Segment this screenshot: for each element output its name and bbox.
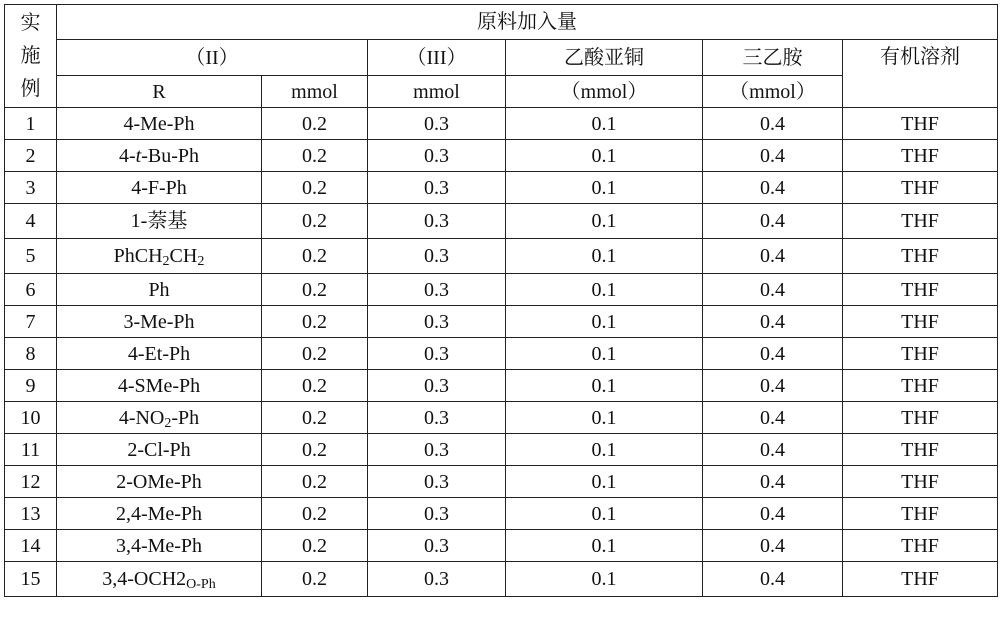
table-row — [5, 370, 998, 402]
substituent-r — [57, 562, 262, 597]
amount-iii: 0.3 — [368, 239, 506, 274]
solvent-name: THF — [843, 434, 998, 466]
header-example-char: 施 — [20, 44, 41, 67]
amount-ii: 0.2 — [262, 108, 368, 140]
substituent-r-part: 2-Cl-Ph — [127, 438, 191, 461]
amount-iii: 0.3 — [368, 530, 506, 562]
amount-ii: 0.2 — [262, 338, 368, 370]
substituent-r-part: 4-Et-Ph — [127, 342, 191, 365]
amount-triethylamine: 0.4 — [703, 172, 843, 204]
substituent-r — [57, 108, 262, 140]
header-example-char: 例 — [20, 77, 41, 100]
substituent-r-part: 3-Me-Ph — [123, 310, 195, 333]
amount-triethylamine: 0.4 — [703, 239, 843, 274]
amount-iii: 0.3 — [368, 140, 506, 172]
substituent-r — [57, 274, 262, 306]
substituent-r-part: 4-Me-Ph — [123, 112, 195, 135]
header-iii-mmol: mmol — [368, 76, 506, 108]
amount-ii: 0.2 — [262, 498, 368, 530]
amount-copper-acetate: 0.1 — [506, 402, 703, 434]
solvent-name: THF — [843, 562, 998, 597]
substituent-r-part: 4-F-Ph — [131, 176, 187, 199]
substituent-r — [57, 370, 262, 402]
substituent-r-part: 2,4-Me-Ph — [115, 502, 203, 525]
substituent-r-part: -Ph — [171, 406, 200, 429]
row-number: 5 — [5, 239, 57, 274]
amount-copper-acetate: 0.1 — [506, 108, 703, 140]
amount-copper-acetate: 0.1 — [506, 434, 703, 466]
solvent-name: THF — [843, 306, 998, 338]
solvent-name: THF — [843, 338, 998, 370]
table-row — [5, 239, 998, 274]
table-row — [5, 338, 998, 370]
amount-ii: 0.2 — [262, 140, 368, 172]
row-number: 11 — [5, 434, 57, 466]
row-number: 10 — [5, 402, 57, 434]
data-table — [4, 4, 998, 597]
header-example-char: 实 — [20, 11, 41, 34]
solvent-name: THF — [843, 239, 998, 274]
solvent-name: THF — [843, 370, 998, 402]
amount-iii: 0.3 — [368, 402, 506, 434]
substituent-r — [57, 140, 262, 172]
amount-iii: 0.3 — [368, 370, 506, 402]
amount-iii: 0.3 — [368, 562, 506, 597]
substituent-r — [57, 402, 262, 434]
amount-ii: 0.2 — [262, 306, 368, 338]
substituent-r-part: PhCH — [113, 245, 163, 267]
table-row — [5, 108, 998, 140]
header-triethylamine-mmol: （mmol） — [703, 76, 843, 108]
solvent-name: THF — [843, 466, 998, 498]
amount-triethylamine: 0.4 — [703, 370, 843, 402]
table-row — [5, 562, 998, 597]
amount-iii: 0.3 — [368, 338, 506, 370]
amount-ii: 0.2 — [262, 466, 368, 498]
row-number: 9 — [5, 370, 57, 402]
amount-ii: 0.2 — [262, 562, 368, 597]
amount-copper-acetate: 0.1 — [506, 306, 703, 338]
substituent-r-part: 2 — [176, 568, 187, 590]
amount-ii: 0.2 — [262, 172, 368, 204]
amount-copper-acetate: 0.1 — [506, 370, 703, 402]
row-number: 3 — [5, 172, 57, 204]
table-row — [5, 140, 998, 172]
amount-copper-acetate: 0.1 — [506, 274, 703, 306]
row-number: 14 — [5, 530, 57, 562]
amount-iii: 0.3 — [368, 434, 506, 466]
row-number: 1 — [5, 108, 57, 140]
amount-ii: 0.2 — [262, 530, 368, 562]
amount-triethylamine: 0.4 — [703, 306, 843, 338]
substituent-r — [57, 434, 262, 466]
amount-copper-acetate: 0.1 — [506, 466, 703, 498]
row-number: 4 — [5, 204, 57, 239]
substituent-r-part: 2 — [197, 254, 205, 269]
amount-copper-acetate: 0.1 — [506, 338, 703, 370]
substituent-r-part: 3,4-Me-Ph — [115, 534, 203, 557]
solvent-name: THF — [843, 402, 998, 434]
amount-triethylamine: 0.4 — [703, 108, 843, 140]
row-number: 13 — [5, 498, 57, 530]
solvent-name: THF — [843, 204, 998, 239]
substituent-r-part: 2-OMe-Ph — [116, 470, 202, 493]
amount-ii: 0.2 — [262, 204, 368, 239]
amount-copper-acetate: 0.1 — [506, 140, 703, 172]
substituent-r — [57, 498, 262, 530]
solvent-name: THF — [843, 172, 998, 204]
substituent-r-part: 4-NO — [118, 406, 165, 429]
substituent-r-part: 2 — [164, 415, 172, 431]
amount-copper-acetate: 0.1 — [506, 239, 703, 274]
substituent-r-part: 1-萘基 — [130, 210, 188, 232]
solvent-name: THF — [843, 108, 998, 140]
table-row — [5, 274, 998, 306]
table-row — [5, 530, 998, 562]
substituent-r-part: CH — [169, 245, 198, 267]
table-row — [5, 498, 998, 530]
amount-iii: 0.3 — [368, 172, 506, 204]
amount-triethylamine: 0.4 — [703, 530, 843, 562]
substituent-r — [57, 204, 262, 239]
row-number: 2 — [5, 140, 57, 172]
header-copper-mmol: （mmol） — [506, 76, 703, 108]
amount-copper-acetate: 0.1 — [506, 172, 703, 204]
solvent-name: THF — [843, 498, 998, 530]
amount-triethylamine: 0.4 — [703, 402, 843, 434]
header-r: R — [57, 76, 262, 108]
header-compound-iii: （III） — [368, 40, 506, 76]
amount-triethylamine: 0.4 — [703, 466, 843, 498]
table-row — [5, 466, 998, 498]
header-compound-ii: （II） — [57, 40, 368, 76]
header-raw-material: 原料加入量 — [57, 5, 998, 40]
table-row — [5, 172, 998, 204]
amount-ii: 0.2 — [262, 370, 368, 402]
substituent-r-part: -Bu-Ph — [141, 144, 200, 167]
amount-copper-acetate: 0.1 — [506, 562, 703, 597]
amount-iii: 0.3 — [368, 204, 506, 239]
amount-ii: 0.2 — [262, 239, 368, 274]
solvent-name: THF — [843, 140, 998, 172]
substituent-r-part: 4-SMe-Ph — [117, 374, 201, 397]
solvent-name: THF — [843, 274, 998, 306]
table-row — [5, 402, 998, 434]
header-example — [5, 5, 57, 108]
amount-ii: 0.2 — [262, 274, 368, 306]
amount-triethylamine: 0.4 — [703, 338, 843, 370]
header-copper-acetate: 乙酸亚铜 — [506, 40, 703, 76]
row-number: 12 — [5, 466, 57, 498]
header-solvent: 有机溶剂 — [843, 40, 998, 108]
table-row — [5, 204, 998, 239]
amount-triethylamine: 0.4 — [703, 140, 843, 172]
amount-iii: 0.3 — [368, 108, 506, 140]
amount-copper-acetate: 0.1 — [506, 530, 703, 562]
amount-triethylamine: 0.4 — [703, 274, 843, 306]
amount-iii: 0.3 — [368, 466, 506, 498]
amount-iii: 0.3 — [368, 498, 506, 530]
row-number: 6 — [5, 274, 57, 306]
amount-ii: 0.2 — [262, 434, 368, 466]
amount-triethylamine: 0.4 — [703, 204, 843, 239]
table-row — [5, 306, 998, 338]
header-triethylamine: 三乙胺 — [703, 40, 843, 76]
substituent-r-part: t — [135, 144, 142, 167]
amount-copper-acetate: 0.1 — [506, 204, 703, 239]
row-number: 15 — [5, 562, 57, 597]
amount-iii: 0.3 — [368, 274, 506, 306]
table-row — [5, 434, 998, 466]
substituent-r — [57, 239, 262, 274]
substituent-r-part: 2 — [162, 254, 170, 269]
substituent-r — [57, 530, 262, 562]
substituent-r-part: Ph — [148, 278, 170, 301]
amount-triethylamine: 0.4 — [703, 562, 843, 597]
substituent-r-part: 3,4-OCH — [102, 568, 177, 590]
amount-ii: 0.2 — [262, 402, 368, 434]
amount-triethylamine: 0.4 — [703, 434, 843, 466]
amount-triethylamine: 0.4 — [703, 498, 843, 530]
substituent-r-part: 4- — [118, 144, 136, 167]
header-ii-mmol: mmol — [262, 76, 368, 108]
substituent-r — [57, 338, 262, 370]
solvent-name: THF — [843, 530, 998, 562]
row-number: 7 — [5, 306, 57, 338]
substituent-r — [57, 306, 262, 338]
substituent-r — [57, 466, 262, 498]
substituent-r — [57, 172, 262, 204]
row-number: 8 — [5, 338, 57, 370]
amount-copper-acetate: 0.1 — [506, 498, 703, 530]
substituent-r-part: O-Ph — [186, 577, 216, 592]
amount-iii: 0.3 — [368, 306, 506, 338]
